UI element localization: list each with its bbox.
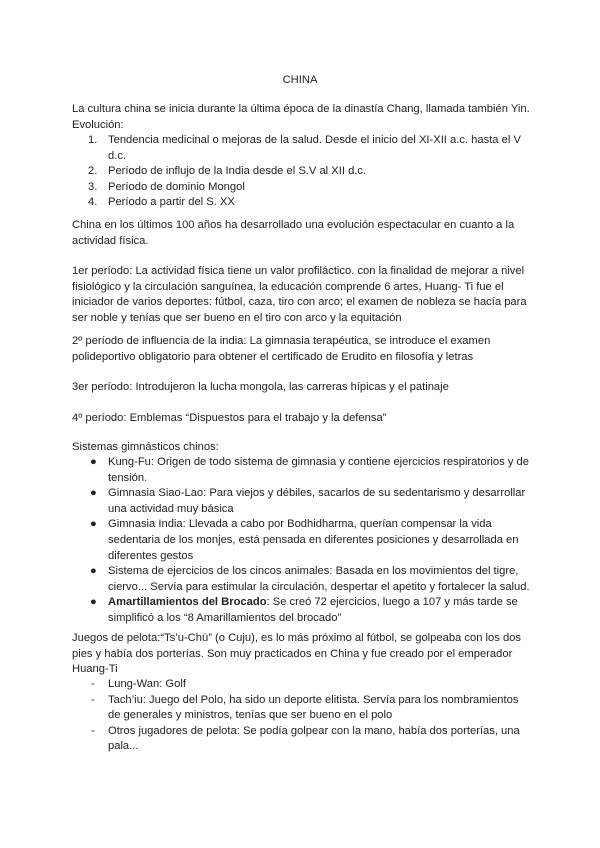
paragraph-2-periodo: 2º período de influencia de la india: La gimnasia terapéutica, se introduce el examen polideportivo obligatorio para obtener el certificado de Erudito en filosofía y letras (72, 335, 491, 363)
list-item: 3. Período de dominio Mongol (88, 180, 245, 193)
list-item: - Tach’iu: Juego del Polo, ha sido un deporte elitista. Servía para los nombramientos de generales y ministros, tenías que ser bueno en el polo (91, 693, 519, 722)
paragraph-4-periodo: 4º período: Emblemas “Dispuestos para el trabajo y la defensa” (72, 412, 387, 424)
list-item: ● Gimnasia India: Llevada a cabo por Bodhidharma, querían compensar la vida sedentaria de los monjes, está pensada en diferentes posiciones y desarrollada en diferentes gestos (90, 518, 519, 562)
sistemas-label: Sistemas gimnásticos chinos: (72, 441, 219, 453)
brocado-title: Amartillamientos del Brocado (108, 596, 267, 609)
list-item: 2. Período de influjo de la India desde el S.V al XII d.c. (88, 165, 367, 178)
list-item: ● Kung-Fu: Origen de todo sistema de gimnasia y contiene ejercicios respiratorios y de tensión. (90, 456, 529, 484)
list-item: - Lung-Wan: Golf (91, 678, 186, 690)
sistemas-list (72, 455, 532, 627)
list-item: ● Gimnasia Siao-Lao: Para viejos y débiles, sacarlos de su sedentarismo y desarrollar una actividad muy básica (90, 487, 526, 515)
list-item: ● Sistema de ejercicios de los cincos animales: Basada en los movimientos del tigre, ciervo... Servía para estimular la circulación, despertar el apetito y fortalecer la salud. (90, 565, 530, 593)
intro-text: La cultura china se inicia durante la última época de la dinastía Chang, llamada también Yin. (72, 103, 530, 115)
paragraph-100-anos: China en los últimos 100 años ha desarrollado una evolución espectacular en cuanto a la actividad física. (72, 219, 515, 247)
list-item: - Otros jugadores de pelota: Se podía golpear con la mano, había dos porterías, una pala... (91, 724, 520, 753)
paragraph-3-periodo: 3er período: Introdujeron la lucha mongola, las carreras hípicas y el patinaje (72, 381, 449, 393)
list-item: 4. Período a partir del S. XX (88, 196, 235, 209)
paragraph-juegos: Juegos de pelota:“Ts’u-Chü” (o Cuju), es lo más próximo al fútbol, se golpeaba con los dos pies y había dos porterías. Son muy practicados en China y fue creado por el emperador Huang-Ti (72, 632, 521, 676)
list-item: ● Amartillamientos del Brocado: Se creó 72 ejercicios, luego a 107 y más tarde se simplificó a los “8 Amarillamientos del brocado” (90, 596, 518, 624)
intro-paragraph (72, 102, 532, 133)
juegos-list (72, 677, 532, 755)
list-item: 1. Tendencia medicinal o mejoras de la salud. Desde el inicio del XI-XII a.c. hasta el V d.c. (88, 134, 521, 162)
paragraph-1er-periodo: 1er período: La actividad física tiene un valor profiláctico. con la finalidad de mejorar a nivel fisiológico y la circulación sanguínea, la educación comprende 6 artes, Huang- Ti fue el iniciador de varios deportes: fútbol, caza, tiro con arco; el examen de nobleza se hacía para ser noble y tenías que ser bueno en el tiro con arco y la equitación (72, 265, 527, 324)
evolucion-list (72, 133, 532, 211)
evolucion-label: Evolución: (72, 118, 124, 131)
page-title: CHINA (282, 74, 318, 86)
